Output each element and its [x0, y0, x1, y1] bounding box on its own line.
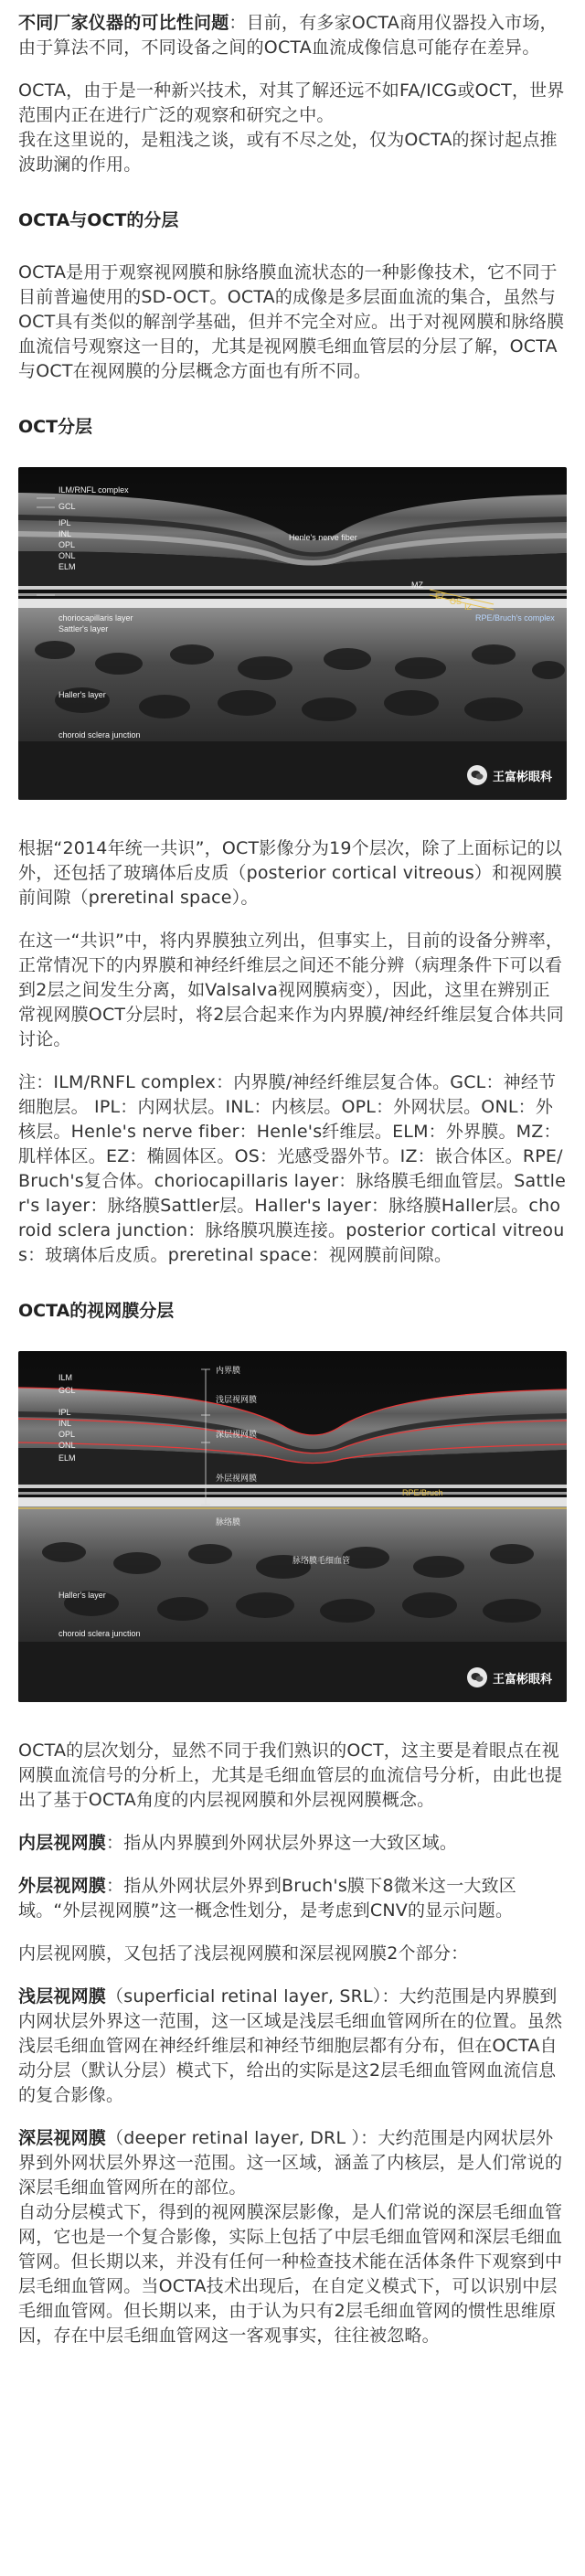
drl-text: （deeper retinal layer, DRL ）：大约范围是内网状层外界到外网状层外界这一范围。这一区域，涵盖了内核层，是人们常说的深层毛细血管网所在的部位。 — [18, 2128, 563, 2198]
watermark-text: 王富彬眼科 — [492, 1672, 552, 1687]
octa-scan-graphic — [18, 1351, 567, 1702]
drl-term: 深层视网膜 — [18, 2128, 107, 2148]
section-title-oct-layers: OCT分层 — [18, 417, 93, 437]
label-haller: Haller's layer — [58, 690, 106, 699]
label-gcl: GCL — [58, 502, 76, 511]
octa-label-rpe: RPE/Bruch — [402, 1488, 443, 1497]
octa-label-cc: 脉络膜毛细血管 — [292, 1556, 351, 1565]
octa-label-elm: ELM — [58, 1453, 76, 1463]
oct-layers-image — [18, 467, 567, 800]
intro-paragraph-2: OCTA，由于是一种新兴技术，对其了解还远不如FA/ICG或OCT，世界范围内正在进行广泛的观察和研究之中。 — [18, 80, 565, 125]
octa-label-junction: choroid sclera junction — [58, 1629, 141, 1638]
label-ipl: IPL — [58, 518, 71, 527]
label-junction: choroid sclera junction — [58, 730, 141, 740]
drl-paragraph-2: 自动分层模式下，得到的视网膜深层影像，是人们常说的深层毛细血管网，它也是一个复合影像，实际上包括了中层毛细血管网和深层毛细血管网。但长期以来，并没有任何一种检查技术能在活体条件下观察到中层毛细血管网。当OCTA技术出现后，在自定义模式下，可以识别中层毛细血管网。但长期以来，由于认为只有2层毛细血管网的惯性思维原因，存在中层毛细血管网这一客观事实，往往被忽略。 — [18, 2202, 563, 2346]
octa-label-srl: 浅层视网膜 — [216, 1395, 258, 1404]
section-title-octa-oct: OCTA与OCT的分层 — [18, 210, 179, 230]
octa-label-inl: INL — [58, 1419, 72, 1428]
watermark — [467, 1667, 552, 1687]
watermark-text: 王富彬眼科 — [492, 770, 552, 784]
octa-label-ipl: IPL — [58, 1408, 71, 1417]
octa-label-ilm: ILM — [58, 1373, 73, 1382]
label-elm: ELM — [58, 562, 76, 571]
inner-retina-term: 内层视网膜 — [18, 1833, 107, 1853]
octa-label-choroid: 脉络膜 — [216, 1517, 241, 1527]
outer-retina-text: ：指从外网状层外界到Bruch's膜下8微米这一大致区域。“外层视网膜”这一概念性划分，是考虑到CNV的显示问题。 — [18, 1876, 517, 1921]
label-ilm: ILM/RNFL complex — [58, 485, 129, 495]
wechat-icon — [467, 1667, 487, 1687]
watermark — [467, 765, 552, 785]
intro-heading: 不同厂家仪器的可比性问题 — [18, 13, 229, 33]
octa-label-inner-membrane: 内界膜 — [216, 1366, 241, 1375]
outer-retina-term: 外层视网膜 — [18, 1876, 107, 1896]
outer-retina-definition — [18, 1874, 567, 1923]
octa-label-drl: 深层视网膜 — [216, 1430, 258, 1439]
intro-paragraph-3: 我在这里说的，是粗浅之谈，或有不尽之处，仅为OCTA的探讨起点推波助澜的作用。 — [18, 130, 558, 175]
inner-retina-definition — [18, 1831, 567, 1856]
drl-definition — [18, 2126, 567, 2200]
label-opl: OPL — [58, 540, 76, 549]
octa-label-haller: Haller's layer — [58, 1591, 106, 1600]
octa-label-outer-retina: 外层视网膜 — [216, 1474, 258, 1483]
label-ez: EZ — [435, 591, 446, 601]
inner-retina-text: ：指从内界膜到外网状层外界这一大致区域。 — [106, 1833, 458, 1853]
section-title-octa-retina: OCTA的视网膜分层 — [18, 1301, 175, 1321]
octa-layers-image — [18, 1351, 567, 1702]
section-3-paragraph-2: 内层视网膜，又包括了浅层视网膜和深层视网膜2个部分： — [18, 1943, 469, 1964]
label-mz: MZ — [411, 580, 423, 590]
wechat-icon — [467, 765, 487, 785]
label-os: OS — [450, 597, 463, 606]
label-henle: Henle's nerve fiber — [289, 533, 357, 542]
srl-definition — [18, 1985, 567, 2108]
section-3-paragraph-1: OCTA的层次划分，显然不同于我们熟识的OCT，这主要是着眼点在视网膜血流信号的分析上，尤其是毛细血管层的血流信号分析，由此也提出了基于OCTA角度的内层视网膜和外层视网膜概念。 — [18, 1740, 563, 1810]
label-iz: IZ — [464, 602, 472, 612]
section-1-paragraph: OCTA是用于观察视网膜和脉络膜血流状态的一种影像技术，它不同于目前普遍使用的SD-OCT。OCTA的成像是多层面血流的集合，虽然与OCT具有类似的解剖学基础，但并不完全对应。出于对视网膜和脉络膜血流信号观察这一目的，尤其是视网膜毛细血管层的分层了解，OCTA与OCT在视网膜的分层概念方面也有所不同。 — [18, 262, 565, 381]
srl-text: （superficial retinal layer, SRL）：大约范围是内界膜到内网状层外界这一范围，这一区域是浅层毛细血管网所在的位置。虽然浅层毛细血管网在神经纤维层和神经节细胞层都有分布，但在OCTA自动分层（默认分层）模式下，给出的实际是这2层毛细血管网血流信息的复合影像。 — [18, 1986, 563, 2105]
octa-label-opl: OPL — [58, 1430, 76, 1439]
label-sattler: Sattler's layer — [58, 624, 109, 633]
intro-paragraph-1 — [18, 11, 567, 60]
intro-text-1: ：目前，有多家OCTA商用仪器投入市场，由于算法不同，不同设备之间的OCTA血流成像信息可能存在差异。 — [18, 13, 558, 58]
label-inl: INL — [58, 529, 72, 538]
label-choriocapillaris: choriocapillaris layer — [58, 613, 133, 623]
srl-term: 浅层视网膜 — [18, 1986, 107, 2007]
label-onl: ONL — [58, 551, 76, 560]
oct-scan-graphic — [18, 467, 567, 800]
section-2-paragraph-2: 在这一“共识”中，将内界膜独立列出，但事实上，目前的设备分辨率，正常情况下的内界膜和神经纤维层之间还不能分辨（病理条件下可以看到2层之间发生分离，如Valsalva视网膜病变），因此，这里在辨别正常视网膜OCT分层时，将2层合起来作为内界膜/神经纤维层复合体共同讨论。 — [18, 931, 564, 1049]
section-2-paragraph-1: 根据“2014年统一共识”，OCT影像分为19个层次，除了上面标记的以外，还包括了玻璃体后皮质（posterior cortical vitreous）和视网膜前间隙（preretinal space）。 — [18, 838, 563, 908]
octa-label-onl: ONL — [58, 1441, 76, 1450]
octa-label-gcl: GCL — [58, 1386, 76, 1395]
label-rpe: RPE/Bruch's complex — [475, 613, 555, 623]
section-2-note: 注：ILM/RNFL complex：内界膜/神经纤维层复合体。GCL：神经节细胞层。 IPL：内网状层。INL：内核层。OPL：外网状层。ONL：外核层。Henle's nerve fiber：Henle's纤维层。ELM：外界膜。MZ：肌样体区。EZ：椭圆体区。OS：光感受器外节。IZ：嵌合体区。RPE/Bruch's复合体。choriocapillaris layer：脉络膜毛细血管层。Sattler's layer：脉络膜Sattler层。Haller's layer：脉络膜Haller层。choroid sclera junction：脉络膜巩膜连接。posterior cortical vitreous：玻璃体后皮质。preretinal space：视网膜前间隙。 — [18, 1072, 567, 1265]
